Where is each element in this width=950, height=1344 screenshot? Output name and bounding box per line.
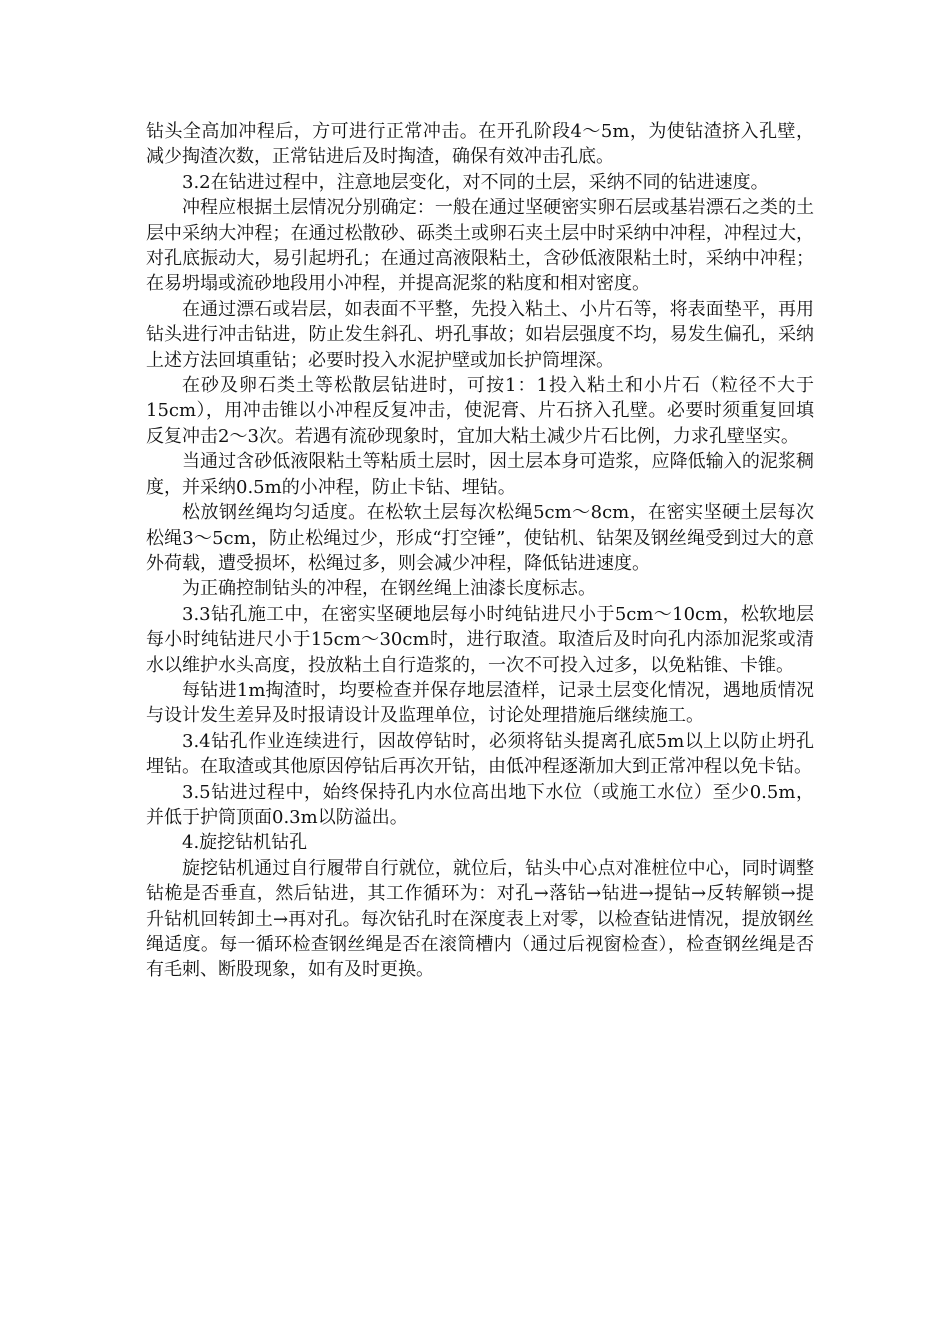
paragraph-3-5-water-level: 3.5钻进过程中，始终保持孔内水位高出地下水位（或施工水位）至少0.5m，并低于护筒顶面0.3m以防溢出。 xyxy=(146,781,814,828)
paragraph-rotary-drilling-cycle: 旋挖钻机通过自行履带自行就位，就位后，钻头中心点对准桩位中心，同时调整钻桅是否垂直，然后钻进，其工作循环为：对孔→落钻→钻进→提钻→反转解锁→提升钻机回转卸土→再对孔。每次钻孔时在深度表上对零，以检查钻进情况，提放钢丝绳适度。每一循环检查钢丝绳是否在滚筒槽内（通过后视窗检查），检查钢丝绳是否有毛刺、断股现象，如有及时更换。 xyxy=(146,857,814,981)
paragraph-slag-sampling: 每钻进1m掏渣时，均要检查并保存地层渣样，记录土层变化情况，遇地质情况与设计发生差异及时报请设计及监理单位，讨论处理措施后继续施工。 xyxy=(146,679,814,727)
section-heading-rotary-drilling: 4.旋挖钻机钻孔 xyxy=(182,832,308,854)
paragraph-clay-layer: 当通过含砂低液限粘土等粘质土层时，因土层本身可造浆，应降低输入的泥浆稠度，并采纳0.5m的小冲程，防止卡钻、埋钻。 xyxy=(146,451,814,498)
paragraph-stroke-by-soil: 冲程应根据土层情况分别确定：一般在通过坚硬密实卵石层或基岩漂石之类的土层中采纳大冲程；在通过松散砂、砾类土或卵石夹土层中时采纳中冲程，冲程过大，对孔底振动大，易引起坍孔；在通过高液限粘土，含砂低液限粘土时，采纳中冲程；在易坍塌或流砂地段用小冲程，并提高泥浆的粘度和相对密度。 xyxy=(146,197,814,295)
paragraph-3-3-slag-removal: 3.3钻孔施工中，在密实坚硬地层每小时纯钻进尺小于5cm～10cm，松软地层每小时纯钻进尺小于15cm～30cm时，进行取渣。取渣后及时向孔内添加泥浆或清水以维护水头高度，投放粘土自行造浆的，一次不可投入过多，以免粘锥、卡锥。 xyxy=(146,603,814,676)
document-body xyxy=(146,119,814,983)
paragraph-stroke-marking: 为正确控制钻头的冲程，在钢丝绳上油漆长度标志。 xyxy=(182,578,596,600)
paragraph-drill-stroke-start: 钻头全高加冲程后，方可进行正常冲击。在开孔阶段4～5m，为使钻渣挤入孔壁，减少掏渣次数，正常钻进后及时掏渣，确保有效冲击孔底。 xyxy=(146,121,814,168)
paragraph-boulder-rock: 在通过漂石或岩层，如表面不平整，先投入粘土、小片石等，将表面垫平，再用钻头进行冲击钻进，防止发生斜孔、坍孔事故；如岩层强度不均，易发生偏孔，采纳上述方法回填重钻；必要时投入水泥护壁或加长护筒埋深。 xyxy=(146,298,814,371)
paragraph-3-2-heading: 3.2在钻进过程中，注意地层变化，对不同的土层，采纳不同的钻进速度。 xyxy=(182,171,769,193)
paragraph-wire-rope-release: 松放钢丝绳均匀适度。在松软土层每次松绳5cm～8cm，在密实坚硬土层每次松绳3～5cm，防止松绳过少，形成“打空锤”，使钻机、钻架及钢丝绳受到过大的意外荷载，遭受损坏，松绳过多，则会减少冲程，降低钻进速度。 xyxy=(146,502,814,574)
paragraph-3-4-continuous-drilling: 3.4钻孔作业连续进行，因故停钻时，必须将钻头提离孔底5m以上以防止坍孔埋钻。在取渣或其他原因停钻后再次开钻，由低冲程逐渐加大到正常冲程以免卡钻。 xyxy=(146,730,814,778)
paragraph-loose-sand-gravel: 在砂及卵石类土等松散层钻进时，可按1：1投入粘土和小片石（粒径不大于15cm），用冲击锥以小冲程反复冲击，使泥膏、片石挤入孔壁。必要时须重复回填反复冲击2～3次。若遇有流砂现象时，宜加大粘土减少片石比例，力求孔壁坚实。 xyxy=(146,375,814,447)
